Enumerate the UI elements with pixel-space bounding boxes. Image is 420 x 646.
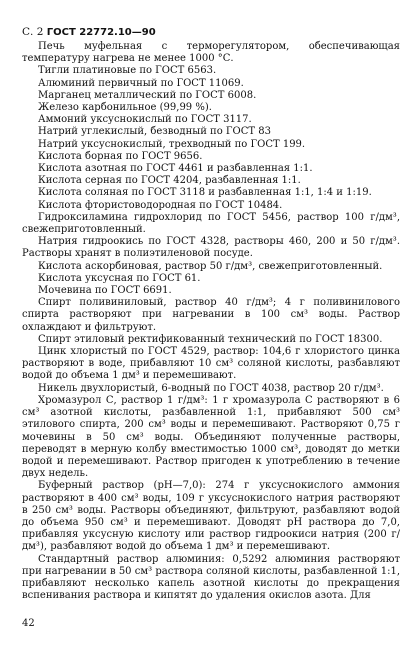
text-line: Кислота соляная по ГОСТ 3118 и разбавленная 1:1, 1:4 и 1:19.: [38, 187, 372, 199]
standard-number: ГОСТ 22772.10—90: [46, 27, 156, 38]
text-paragraph: Никель двухлористый, 6-водный по ГОСТ 4038, раствор 20 г/дм³.: [38, 382, 384, 394]
text-line: Спирт этиловый ректификованный технический по ГОСТ 18300.: [38, 333, 383, 345]
text-paragraph: Гидроксиламина гидрохлорид по ГОСТ 5456, раствор 100 г/дм³, свежеприготовленный.: [22, 211, 400, 236]
text-paragraph: Спирт поливиниловый, раствор 40 г/дм³; 4 г поливинилового спирта растворяют при нагревании в 100 см³ воды. Раствор охлаждают и фильтруют.: [22, 297, 400, 333]
text-line: Кислота азотная по ГОСТ 4461 и разбавленная 1:1.: [38, 163, 313, 175]
body-text: [22, 41, 400, 602]
document-page: [22, 26, 400, 602]
text-paragraph: Цинк хлористый по ГОСТ 4529, раствор: 104,6 г хлористого цинка растворяют в воде, прибавляют 10 см³ соляной кислоты, разбавляют водой до объема 1 дм³ и перемешивают.: [22, 346, 400, 382]
text-paragraph: Хромазурол С, раствор 1 г/дм³: 1 г хромазурола С растворяют в 6 см³ азотной кислоты, разбавленной 1:1, прибавляют 500 см³ этилового спирта, 200 см³ воды и перемешивают. Растворяют 0,75 г мочевины в 50 см³ воды. Объединяют полученные растворы, переводят в мерную колбу вместимостью 1000 см³, доводят до метки водой и перемешивают. Раствор пригоден к употреблению в течение двух недель.: [22, 394, 400, 480]
text-line: Кислота борная по ГОСТ 9656.: [38, 150, 203, 162]
page-number: 42: [22, 618, 35, 629]
page-header: [22, 26, 400, 39]
text-paragraph: Стандартный раствор алюминия: 0,5292 алюминия растворяют при нагревании в 50 см³ раствора соляной кислоты, разбавленной 1:1, прибавляют несколько капель азотной кислоты до прекращения вспенивания раствора и кипятят до удаления окислов азота. Для: [22, 553, 400, 602]
text-line: Железо карбонильное (99,99 %).: [38, 102, 212, 114]
text-line: Кислота фтористоводородная по ГОСТ 10484.: [38, 199, 283, 211]
text-line: Алюминий первичный по ГОСТ 11069.: [38, 77, 244, 89]
text-line: Кислота аскорбиновая, раствор 50 г/дм³, свежеприготовленный.: [38, 260, 383, 272]
text-line: Кислота уксусная по ГОСТ 61.: [38, 272, 201, 284]
page-prefix: С. 2: [22, 26, 44, 38]
text-line: Кислота серная по ГОСТ 4204, разбавленная 1:1.: [38, 175, 301, 187]
text-paragraph: Печь муфельная с терморегулятором, обеспечивающая температуру нагрева не менее 1000 °С.: [22, 41, 400, 65]
text-line: Натрий уксуснокислый, трехводный по ГОСТ 199.: [38, 138, 306, 150]
text-paragraph: Буферный раствор (рН—7,0): 274 г уксуснокислого аммония растворяют в 400 см³ воды, 109 г уксуснокислого натрия растворяют в 250 см³ воды. Растворы объединяют, фильтруют, разбавляют водой до объема 950 см³ и перемешивают. Доводят рН раствора до 7,0, прибавляя уксусную кислоту или раствор гидроокиси натрия (200 г/дм³), разбавляют водой до объема 1 дм³ и перемешивают.: [22, 480, 400, 553]
text-line: Натрий углекислый, безводный по ГОСТ 83: [38, 126, 271, 138]
text-line: Марганец металлический по ГОСТ 6008.: [38, 89, 257, 101]
text-line: Аммоний уксуснокислый по ГОСТ 3117.: [38, 114, 252, 126]
text-paragraph: Натрия гидроокись по ГОСТ 4328, растворы 460, 200 и 50 г/дм³. Растворы хранят в полиэтиленовой посуде.: [22, 236, 400, 260]
text-line: Мочевина по ГОСТ 6691.: [38, 285, 172, 297]
text-line: Тигли платиновые по ГОСТ 6563.: [38, 65, 217, 77]
